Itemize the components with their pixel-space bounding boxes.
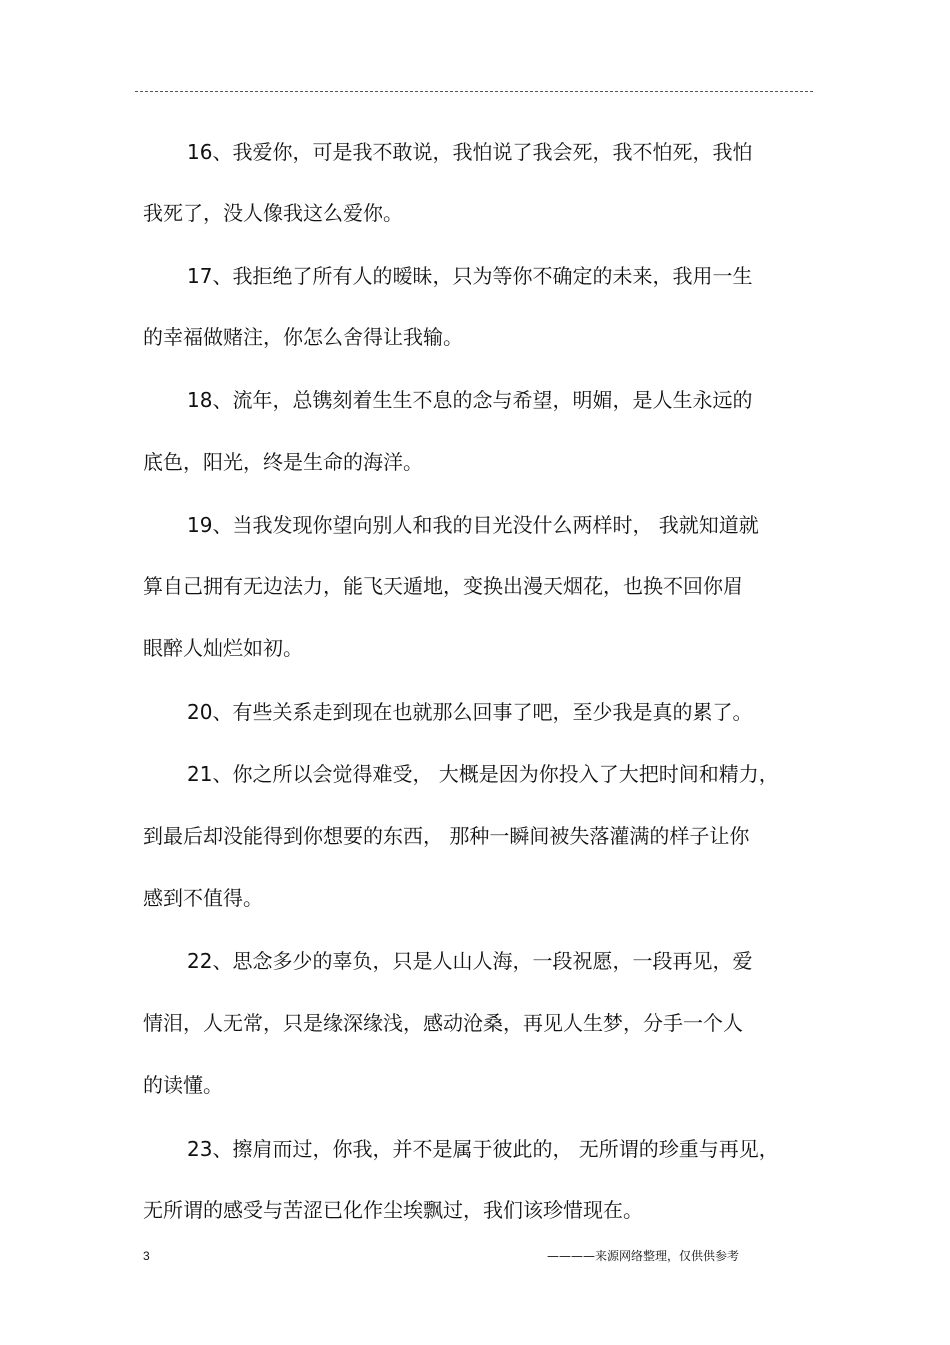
text-line: 情泪，人无常，只是缘深缘浅，感动沧桑，再见人生梦，分手一个人 [143, 1011, 743, 1035]
text-line: 底色，阳光，终是生命的海洋。 [143, 450, 423, 474]
text-line: 感到不值得。 [143, 886, 263, 910]
text-line: 我死了，没人像我这么爱你。 [143, 201, 403, 225]
text-line: 19、当我发现你望向别人和我的目光没什么两样时， 我就知道就 [187, 513, 759, 537]
text-line: 20、有些关系走到现在也就那么回事了吧，至少我是真的累了。 [187, 700, 753, 724]
text-line: 16、我爱你，可是我不敢说，我怕说了我会死，我不怕死，我怕 [187, 140, 753, 164]
text-line: 眼醉人灿烂如初。 [143, 636, 303, 660]
text-line: 的幸福做赌注，你怎么舍得让我输。 [143, 325, 463, 349]
text-line: 的读懂。 [143, 1073, 223, 1097]
text-line: 无所谓的感受与苦涩已化作尘埃飘过，我们该珍惜现在。 [143, 1198, 643, 1222]
page-number: 3 [143, 1249, 150, 1263]
text-line: 22、思念多少的辜负，只是人山人海，一段祝愿，一段再见，爱 [187, 949, 753, 973]
text-line: 23、擦肩而过，你我，并不是属于彼此的， 无所谓的珍重与再见， [187, 1137, 779, 1161]
text-line: 21、你之所以会觉得难受， 大概是因为你投入了大把时间和精力， [187, 762, 779, 786]
footer-note: ————来源网络整理，仅供供参考 [547, 1249, 740, 1263]
text-line: 17、我拒绝了所有人的暧昧，只为等你不确定的未来，我用一生 [187, 264, 753, 288]
text-line: 18、流年，总镌刻着生生不息的念与希望，明媚，是人生永远的 [187, 388, 753, 412]
text-line: 算自己拥有无边法力，能飞天遁地，变换出漫天烟花，也换不回你眉 [143, 574, 743, 598]
header-divider [135, 91, 813, 92]
text-line: 到最后却没能得到你想要的东西， 那种一瞬间被失落灌满的样子让你 [143, 824, 750, 848]
